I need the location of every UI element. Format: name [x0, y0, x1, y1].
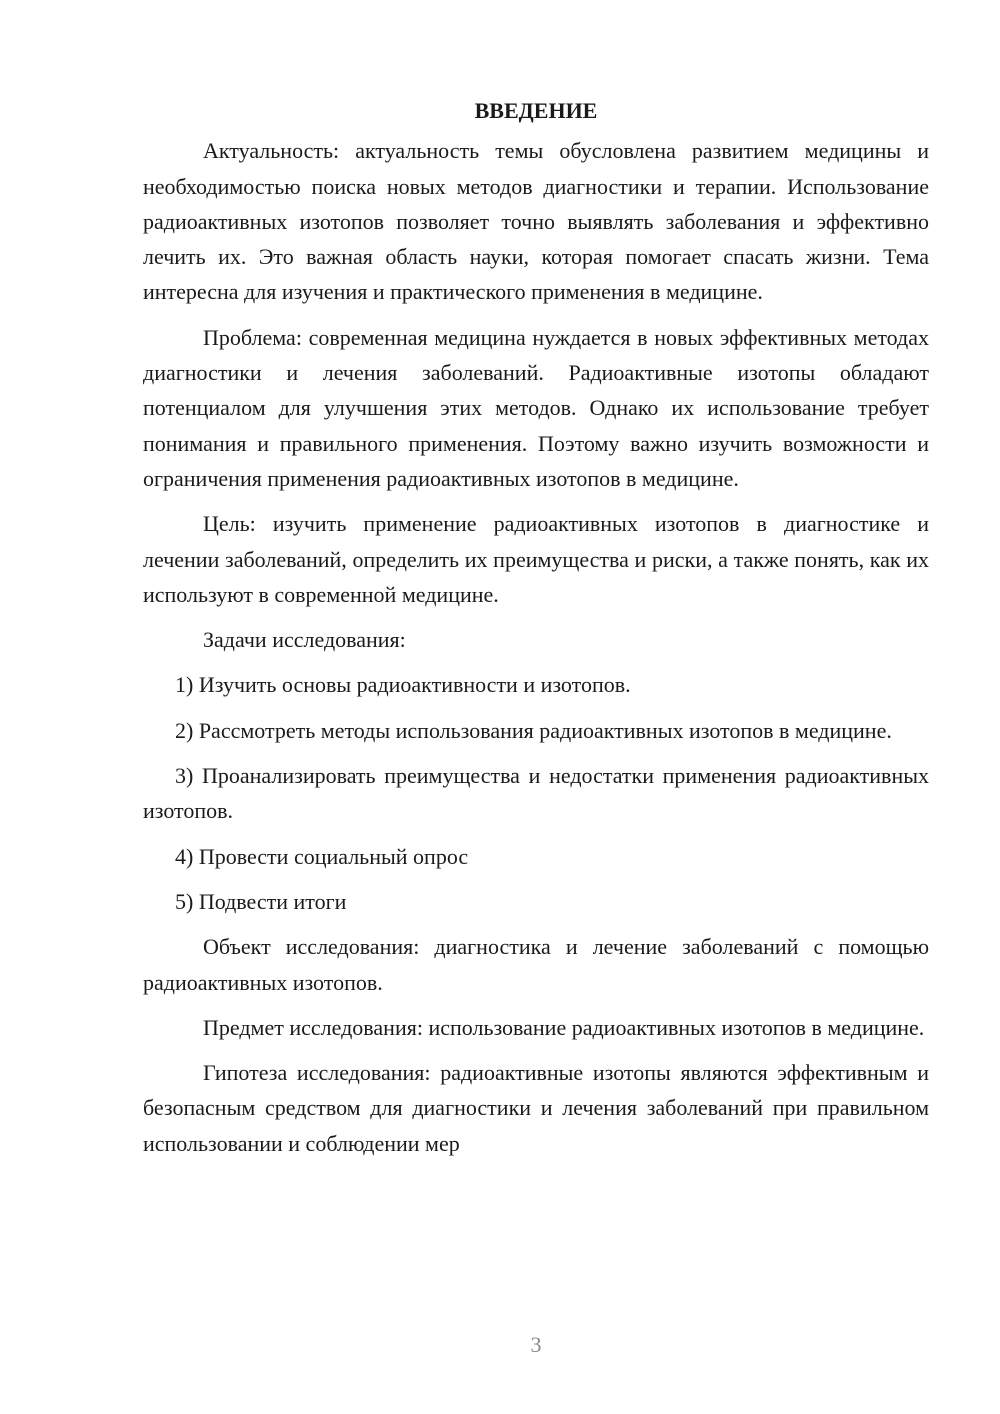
subject-paragraph: Предмет исследования: использование радиоактивных изотопов в медицине. — [203, 1014, 925, 1040]
tasks-heading: Задачи исследования: — [203, 627, 406, 653]
object-paragraph: Объект исследования: диагностика и лечение заболеваний с помощью радиоактивных изотопов. — [143, 934, 929, 995]
page-number: 3 — [530, 1332, 542, 1357]
tasks-list — [143, 667, 929, 919]
document-body — [143, 93, 929, 1171]
relevance-paragraph: Актуальность: актуальность темы обусловлена развитием медицины и необходимостью поиска новых методов диагностики и терапии. Использование радиоактивных изотопов позволяет точно выявлять заболевания и эффективно лечить их. Это важная область науки, которая помогает спасать жизни. Тема интересна для изучения и практического применения в медицине. — [143, 138, 929, 305]
hypothesis-paragraph: Гипотеза исследования: радиоактивные изотопы являются эффективным и безопасным средством для диагностики и лечения заболеваний при правильном использовании и соблюдении мер — [143, 1060, 929, 1156]
task-item: 2) Рассмотреть методы использования радиоактивных изотопов в медицине. — [175, 717, 892, 743]
goal-paragraph: Цель: изучить применение радиоактивных изотопов в диагностике и лечении заболеваний, определить их преимущества и риски, а также понять, как их используют в современной медицине. — [143, 511, 929, 607]
task-item: 5) Подвести итоги — [175, 888, 347, 914]
task-item: 3) Проанализировать преимущества и недостатки применения радиоактивных изотопов. — [143, 763, 929, 824]
task-item: 1) Изучить основы радиоактивности и изотопов. — [175, 672, 631, 698]
problem-paragraph: Проблема: современная медицина нуждается в новых эффективных методах диагностики и лечения заболеваний. Радиоактивные изотопы обладают потенциалом для улучшения этих методов. Однако их использование требует понимания и правильного применения. Поэтому важно изучить возможности и ограничения применения радиоактивных изотопов в медицине. — [143, 324, 929, 491]
section-heading: ВВЕДЕНИЕ — [474, 98, 598, 123]
task-item: 4) Провести социальный опрос — [175, 843, 469, 869]
